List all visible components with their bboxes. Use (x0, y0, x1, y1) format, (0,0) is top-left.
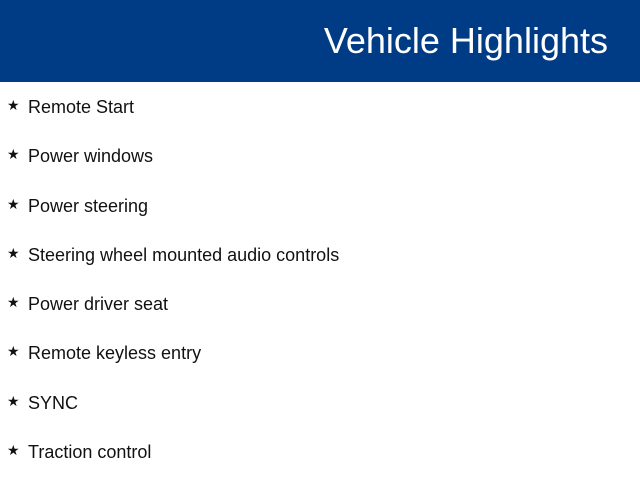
star-bullet-icon: ★ (7, 146, 20, 163)
list-item (0, 193, 640, 242)
list-item (0, 143, 640, 192)
star-bullet-icon: ★ (7, 294, 20, 311)
list-item-label: Power driver seat (28, 294, 169, 315)
list-item-label: Remote Start (28, 97, 135, 117)
list-item (0, 390, 640, 439)
header-banner (0, 0, 640, 82)
list-item-label: SYNC (28, 392, 79, 413)
list-item-label: Steering wheel mounted audio controls (28, 244, 340, 265)
highlights-list (0, 94, 640, 488)
list-item (0, 340, 640, 389)
list-item (0, 439, 640, 488)
page-title: Vehicle Highlights (323, 20, 608, 61)
star-bullet-icon: ★ (7, 195, 20, 212)
list-item (0, 242, 640, 291)
list-item (0, 291, 640, 340)
list-item-label: Power steering (28, 195, 149, 216)
list-item (0, 94, 640, 143)
list-item-label: Remote keyless entry (28, 343, 202, 364)
star-bullet-icon: ★ (7, 97, 20, 113)
list-item-label: Traction control (28, 442, 152, 463)
star-bullet-icon: ★ (7, 343, 20, 360)
star-bullet-icon: ★ (7, 392, 20, 409)
star-bullet-icon: ★ (7, 244, 20, 261)
star-bullet-icon: ★ (7, 442, 20, 459)
list-item-label: Power windows (28, 146, 154, 167)
